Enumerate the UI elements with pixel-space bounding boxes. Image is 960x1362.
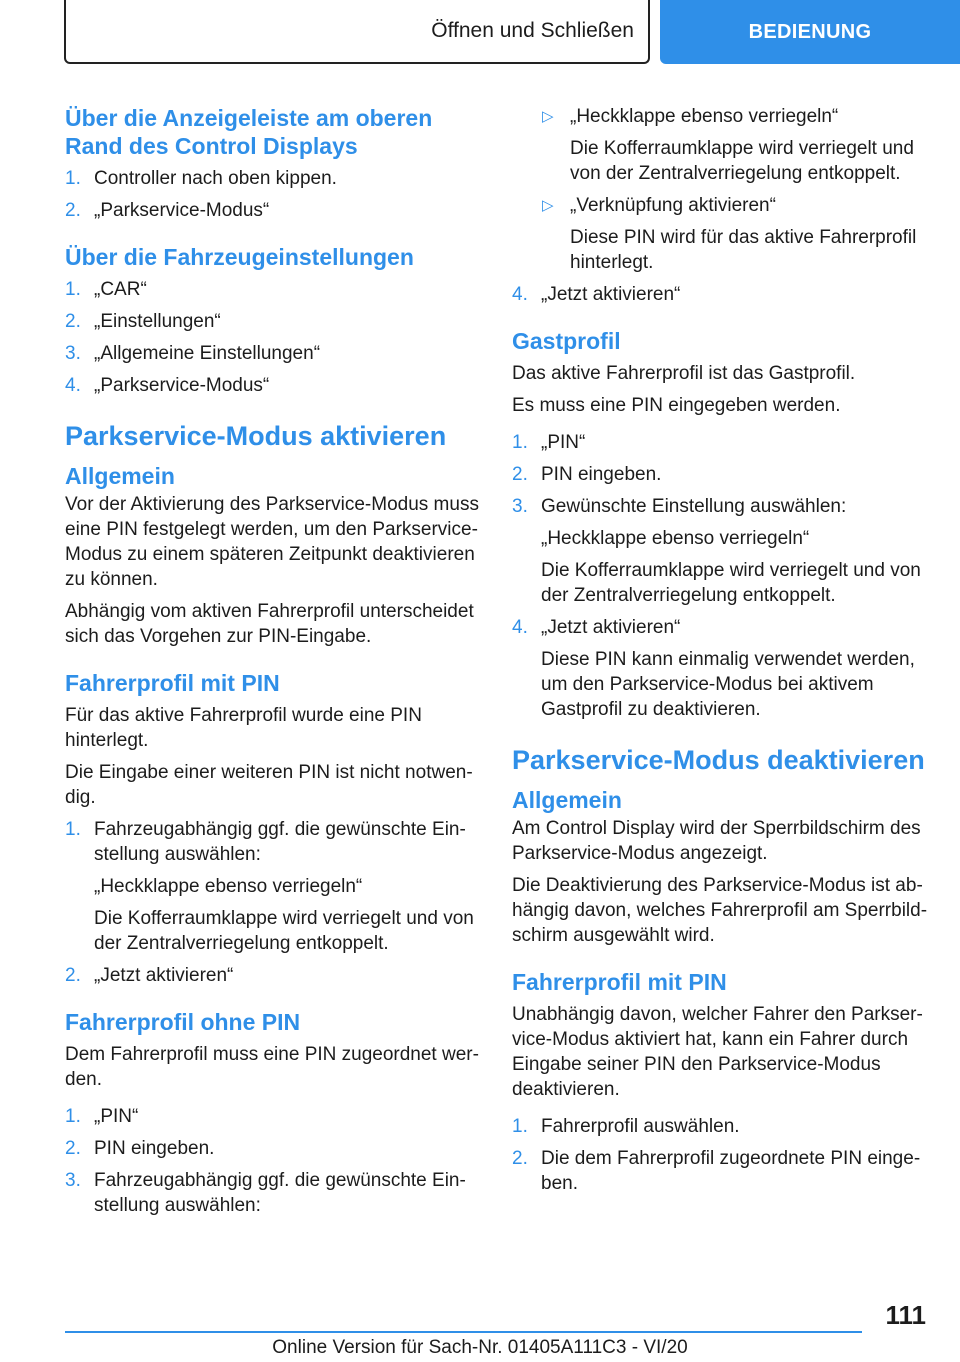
paragraph: Abhängig vom aktiven Fahrerprofil unterscheidet sich das Vorgehen zur PIN-Eingabe.: [65, 601, 474, 647]
list-item: 2. Die dem Fahrerprofil zugeordnete PIN eingeben.: [512, 1148, 921, 1194]
paragraph: Es muss eine PIN eingegeben werden.: [512, 395, 841, 416]
list-item: 2. „Jetzt aktivieren“: [65, 965, 234, 986]
sub-option: „Heckklappe ebenso verriegeln“: [541, 528, 810, 549]
list-item: ▷ „Verknüpfung aktivieren“ Diese PIN wird für das aktive Fahrerprofil hinterlegt.: [542, 195, 917, 273]
steps-deaktivieren-mit-pin: [512, 1114, 930, 1196]
paragraph: Die Eingabe einer weiteren PIN ist nicht notwendig.: [65, 762, 473, 808]
list-item: 1. Fahrerprofil auswählen.: [512, 1116, 740, 1137]
heading-parkservice-deaktivieren: Parkservice-Modus deaktivieren: [512, 745, 925, 775]
paragraph: Die Deaktivierung des Parkservice-Modus ist abhängig davon, welches Fahrerprofil am Sperrbildschirm ausgewählt wird.: [512, 875, 928, 946]
list-item: 4. „Parkservice-Modus“: [65, 375, 270, 396]
footer-online-version: Online Version für Sach-Nr. 01405A111C3 - VI/20: [272, 1337, 688, 1358]
steps-ohne-pin-continued: [512, 282, 930, 307]
list-item: 2. „Parkservice-Modus“: [65, 200, 270, 221]
steps-mit-pin: [65, 817, 479, 988]
list-item: 4. „Jetzt aktivieren“ Diese PIN kann einmalig verwendet werden, um den Parkservice-Modus bei aktivem Gastprofil zu deaktivieren.: [512, 615, 930, 722]
sub-description: Die Kofferraumklappe wird verriegelt und von der Zentralverriegelung entkoppelt.: [541, 560, 921, 606]
list-item: 1. „PIN“: [512, 432, 586, 453]
steps-gastprofil: [512, 430, 930, 722]
paragraph: Am Control Display wird der Sperrbildschirm des Parkservice-Modus angezeigt.: [512, 818, 921, 864]
chapter-tab: [660, 0, 960, 64]
heading-anzeigeleiste: Über die Anzeigeleiste am oberen Rand des Control Displays: [65, 105, 433, 159]
heading-fahrerprofil-mit-pin: Fahrerprofil mit PIN: [65, 670, 280, 696]
list-item: ▷ „Heckklappe ebenso verriegeln“ Die Kofferraumklappe wird verriegelt und von der Zentralverriegelung entkoppelt.: [542, 106, 914, 184]
list-item: 3. Gewünschte Einstellung auswählen: „Heckklappe ebenso verriegeln“ Die Kofferraumklappe wird verriegelt und von der Zentralverriegelung entkoppelt.: [512, 494, 930, 608]
list-item: 1. Controller nach oben kippen.: [65, 168, 337, 189]
heading-allgemein: Allgemein: [65, 463, 175, 489]
steps-anzeigeleiste: [65, 166, 479, 223]
sub-description: Die Kofferraumklappe wird verriegelt und von der Zentralverriegelung entkoppelt.: [94, 908, 474, 954]
paragraph: Unabhängig davon, welcher Fahrer den Parkservice-Modus aktiviert hat, kann ein Fahrer durch Eingabe seiner PIN den Parkservice-Modus deaktivieren.: [512, 1004, 923, 1100]
list-item: 3. „Allgemeine Einstellungen“: [65, 343, 321, 364]
sub-option: „Heckklappe ebenso verriegeln“: [94, 876, 363, 897]
heading-fahrerprofil-ohne-pin: Fahrerprofil ohne PIN: [65, 1009, 301, 1035]
chapter-title: BEDIENUNG: [748, 20, 872, 43]
heading-allgemein: Allgemein: [512, 787, 622, 813]
sub-description: Diese PIN kann einmalig verwendet werden, um den Parkservice-Modus bei aktivem Gastprofil zu deaktivieren.: [541, 649, 915, 720]
paragraph: Vor der Aktivierung des Parkservice-Modus muss eine PIN festgelegt werden, um den Parkservice-Modus zu einem späteren Zeitpunkt deaktivieren zu können.: [65, 494, 479, 590]
heading-fahrzeugeinstellungen: Über die Fahrzeugeinstellungen: [65, 244, 414, 270]
list-item: 1. „PIN“: [65, 1106, 139, 1127]
footer-divider: [65, 1331, 862, 1333]
triangle-right-icon: ▷: [542, 197, 554, 214]
paragraph: Dem Fahrerprofil muss eine PIN zugeordnet werden.: [65, 1044, 479, 1090]
list-item: 3. Fahrzeugabhängig ggf. die gewünschte Einstellung auswählen:: [65, 1170, 466, 1216]
steps-fahrzeugeinstellungen: [65, 277, 479, 398]
option-bullets: [512, 104, 930, 275]
running-header-section: [64, 0, 650, 64]
list-item: 2. PIN eingeben.: [512, 464, 662, 485]
list-item: 2. „Einstellungen“: [65, 311, 221, 332]
heading-fahrerprofil-mit-pin: Fahrerprofil mit PIN: [512, 969, 727, 995]
list-item: 4. „Jetzt aktivieren“: [512, 284, 681, 305]
list-item: 1. Fahrzeugabhängig ggf. die gewünschte Einstellung auswählen: „Heckklappe ebenso verriegeln“ Die Kofferraumklappe wird verriegelt und von der Zentralverriegelung entkoppelt.: [65, 817, 479, 956]
paragraph: Für das aktive Fahrerprofil wurde eine PIN hinterlegt.: [65, 705, 422, 751]
paragraph: Das aktive Fahrerprofil ist das Gastprofil.: [512, 363, 856, 384]
section-title: Öffnen und Schließen: [431, 19, 634, 42]
steps-ohne-pin: [65, 1104, 479, 1218]
list-item: 2. PIN eingeben.: [65, 1138, 215, 1159]
page-number: 111: [885, 1300, 926, 1330]
right-column: [512, 100, 930, 1203]
left-column: [65, 100, 479, 1225]
triangle-right-icon: ▷: [542, 108, 554, 125]
list-item: 1. „CAR“: [65, 279, 147, 300]
heading-gastprofil: Gastprofil: [512, 328, 621, 354]
heading-parkservice-aktivieren: Parkservice-Modus aktivieren: [65, 421, 447, 451]
